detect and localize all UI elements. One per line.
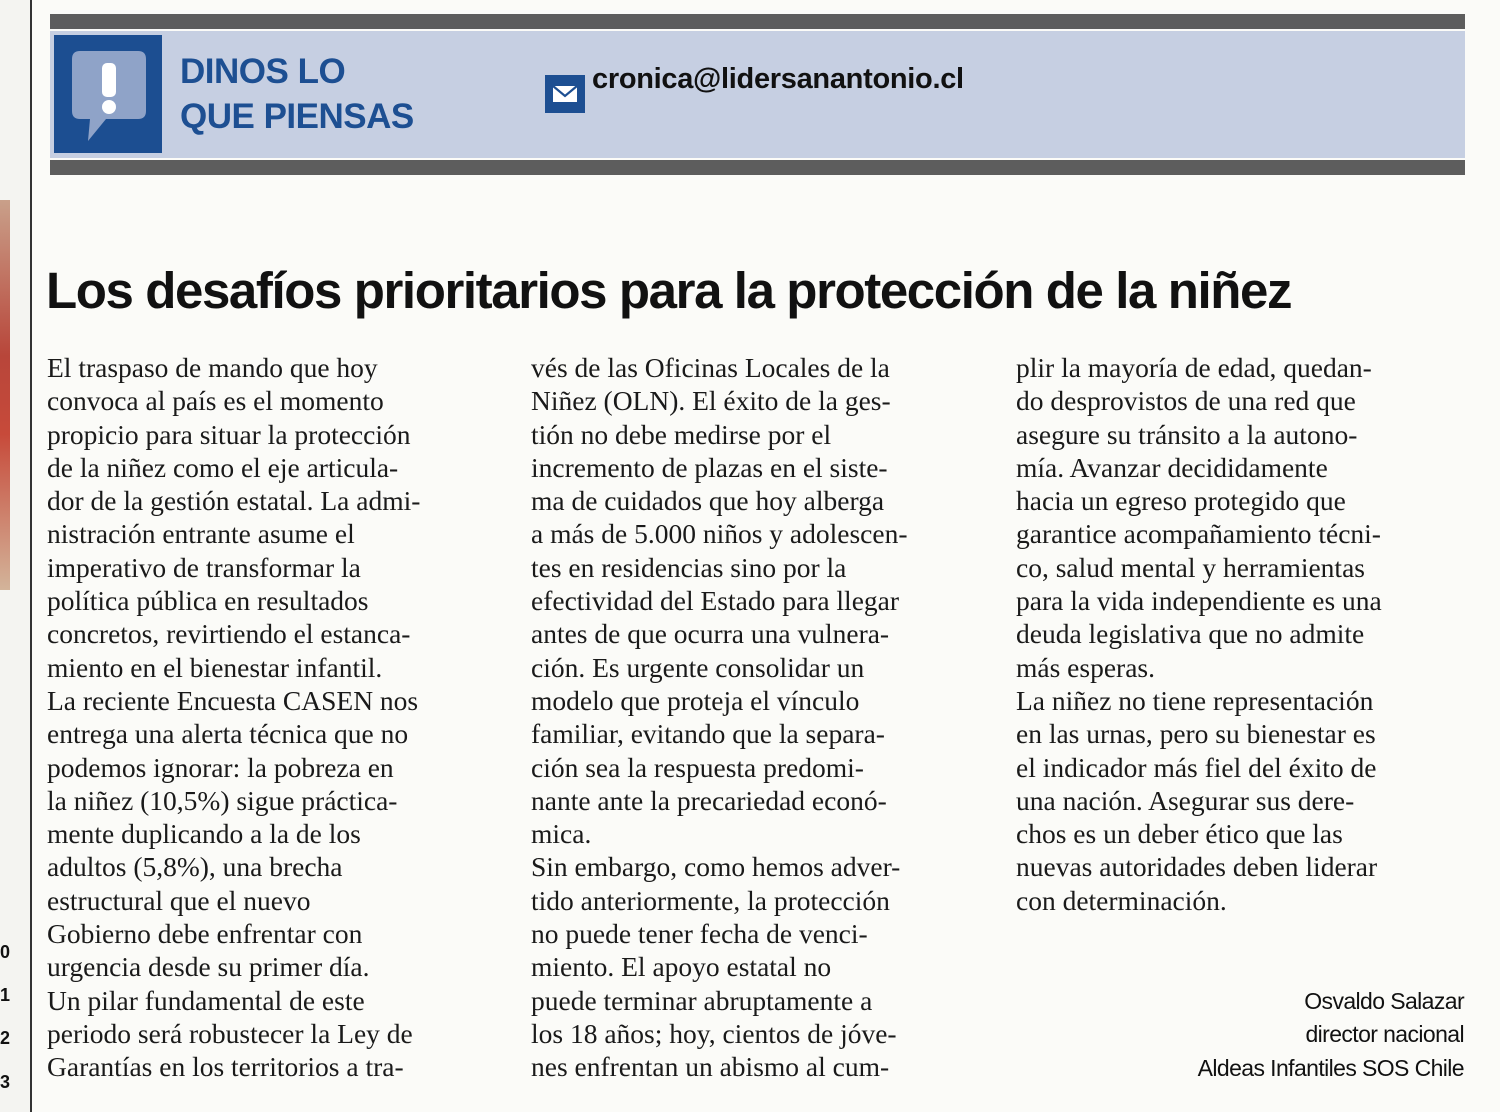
article-text-line: familiar, evitando que la separa-	[531, 718, 885, 750]
article-column-1	[47, 351, 420, 1084]
article-text-line: el indicador más fiel del éxito de	[1016, 751, 1377, 783]
article-text-line: podemos ignorar: la pobreza en	[47, 751, 394, 783]
article-text-line: La reciente Encuesta CASEN nos	[47, 684, 419, 716]
article-text-line: incremento de plazas en el siste-	[531, 451, 888, 483]
edge-mark: 2	[0, 1028, 11, 1048]
article-text-line: tido anteriormente, la protección	[531, 884, 890, 916]
article-text-line: Gobierno debe enfrentar con	[47, 918, 363, 950]
article-text-line: adultos (5,8%), una brecha	[47, 851, 343, 883]
edge-mark: 0	[0, 942, 11, 962]
article-text-line: los 18 años; hoy, cientos de jóve-	[531, 1017, 897, 1049]
section-title-line-2: QUE PIENSAS	[180, 97, 414, 136]
header-top-rule	[50, 14, 1465, 29]
section-title-line-1: DINOS LO	[180, 52, 346, 91]
edge-mark: 3	[0, 1072, 11, 1092]
article-text-line: para la vida independiente es una	[1016, 585, 1382, 617]
article-text-line: plir la mayoría de edad, quedan-	[1016, 352, 1372, 383]
article-text-line: hacia un egreso protegido que	[1016, 485, 1346, 517]
article-text-line: chos es un deber ético que las	[1016, 818, 1343, 850]
article-text-line: nuevas autoridades deben liderar	[1016, 851, 1378, 883]
article-text-line: miento. El apoyo estatal no	[531, 951, 832, 983]
contact-email[interactable]: cronica@lidersanantonio.cl	[592, 63, 964, 95]
article-text-line: nistración entrante asume el	[47, 518, 355, 550]
article-text-line: propicio para situar la protección	[47, 418, 411, 450]
article-text-line: puede terminar abruptamente a	[531, 984, 873, 1016]
article-text-line: asegure su tránsito a la autono-	[1016, 418, 1358, 450]
author-name: Osvaldo Salazar	[1304, 988, 1464, 1014]
author-role: director nacional	[1305, 1021, 1464, 1048]
adjacent-page-edge	[0, 0, 32, 1112]
article-text-line: nante ante la precariedad econó-	[531, 784, 887, 816]
article-text-line: una nación. Asegurar sus dere-	[1016, 784, 1355, 816]
article-text-line: ción sea la respuesta predomi-	[531, 751, 864, 783]
article-text-line: mente duplicando a la de los	[47, 818, 361, 850]
article-text-line: co, salud mental y herramientas	[1016, 551, 1365, 583]
article-text-line: deuda legislativa que no admite	[1016, 618, 1365, 650]
article-text-line: mica.	[531, 818, 592, 850]
author-signature	[1198, 985, 1464, 1085]
article-text-line: ma de cuidados que hoy alberga	[531, 485, 885, 517]
article-text-line: mía. Avanzar decididamente	[1016, 451, 1328, 483]
article-text-line: política pública en resultados	[47, 585, 369, 617]
article-text-line: Garantías en los territorios a tra-	[47, 1051, 404, 1083]
article-text-line: periodo será robustecer la Ley de	[47, 1017, 413, 1049]
article-text-line: Sin embargo, como hemos adver-	[531, 851, 901, 883]
article-text-line: ción. Es urgente consolidar un	[531, 651, 865, 683]
article-text-line: en las urnas, pero su bienestar es	[1016, 718, 1376, 750]
article-text-line: entrega una alerta técnica que no	[47, 718, 409, 750]
exclamation-speech-bubble-icon	[70, 47, 148, 145]
article-text-line: modelo que proteja el vínculo	[531, 684, 860, 716]
article-text-line: de la niñez como el eje articula-	[47, 451, 399, 483]
article-column-2	[531, 351, 908, 1084]
article-text-line: a más de 5.000 niños y adolescen-	[531, 518, 908, 550]
article-text-line: do desprovistos de una red que	[1016, 385, 1356, 417]
article-text-line: convoca al país es el momento	[47, 385, 384, 417]
article-column-3	[1016, 351, 1382, 917]
article-text-line: efectividad del Estado para llegar	[531, 585, 900, 617]
article-text-line: concretos, revirtiendo el estanca-	[47, 618, 411, 650]
article-text-line: nes enfrentan un abismo al cum-	[531, 1051, 890, 1083]
alert-icon-box	[54, 35, 162, 153]
article-text-line: miento en el bienestar infantil.	[47, 651, 383, 683]
section-header	[50, 31, 1465, 158]
article-text-line: garantice acompañamiento técni-	[1016, 518, 1381, 550]
article-text-line: Un pilar fundamental de este	[47, 984, 365, 1016]
article-text-line: con determinación.	[1016, 884, 1227, 916]
article-text-line: estructural que el nuevo	[47, 884, 311, 916]
article-headline: Los desafíos prioritarios para la protección de la niñez	[46, 262, 1292, 319]
article-text-line: tes en residencias sino por la	[531, 551, 847, 583]
article-text-line: vés de las Oficinas Locales de la	[531, 352, 890, 383]
article-text-line: urgencia desde su primer día.	[47, 951, 370, 983]
article-text-line: la niñez (10,5%) sigue práctica-	[47, 784, 398, 816]
article-text-line: antes de que ocurra una vulnera-	[531, 618, 890, 650]
article-text-line: imperativo de transformar la	[47, 551, 361, 583]
adjacent-photo-fragment	[0, 200, 10, 590]
envelope-icon	[545, 75, 585, 113]
article-text-line: más esperas.	[1016, 651, 1155, 683]
article-text-line: dor de la gestión estatal. La admi-	[47, 485, 421, 517]
article-text-line: no puede tener fecha de venci-	[531, 918, 868, 950]
edge-mark: 1	[0, 985, 11, 1005]
article-text-line: tión no debe medirse por el	[531, 418, 832, 450]
article-text-line: El traspaso de mando que hoy	[47, 352, 378, 383]
article-text-line: La niñez no tiene representación	[1016, 684, 1374, 716]
section-title	[180, 49, 480, 139]
header-bottom-rule	[50, 160, 1465, 175]
article-text-line: Niñez (OLN). El éxito de la ges-	[531, 385, 891, 417]
author-organization: Aldeas Infantiles SOS Chile	[1197, 1054, 1464, 1081]
